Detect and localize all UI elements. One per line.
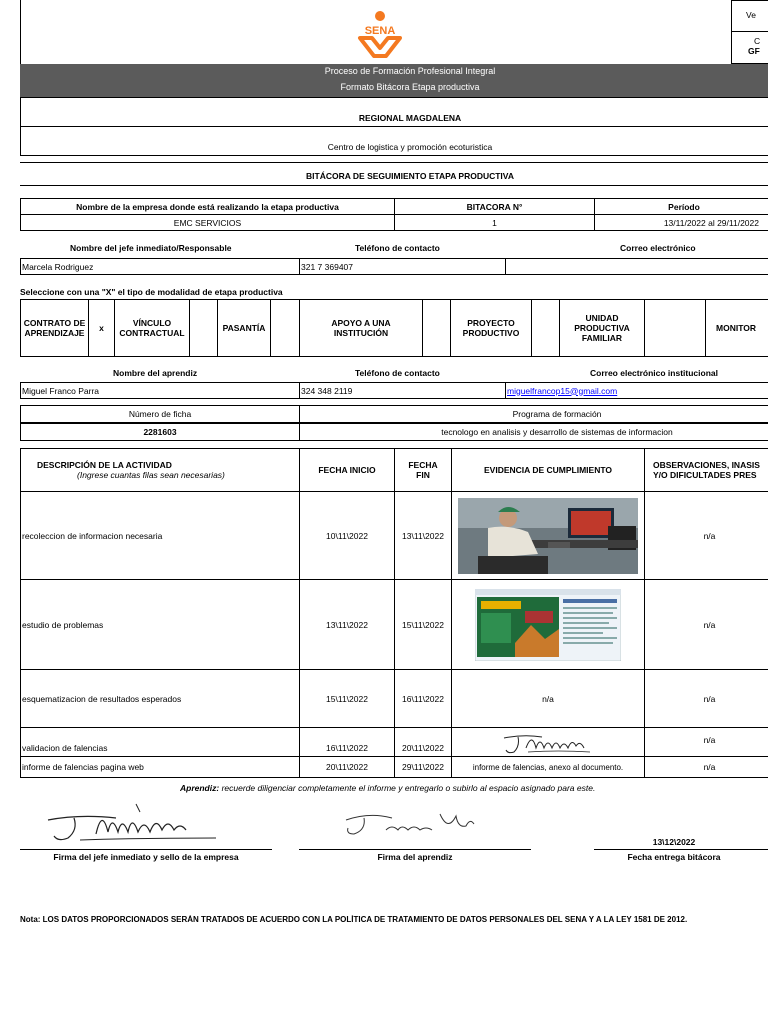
col-header-desc-title: DESCRIPCIÓN DE LA ACTIVIDAD: [37, 460, 172, 470]
table-row-2-inicio: 13\11\2022: [299, 579, 395, 670]
corner-gf-label: GF: [748, 46, 760, 56]
col-header-desc-sub: (Ingrese cuantas filas sean necesarias): [77, 470, 225, 480]
table-row-2-desc: estudio de problemas: [20, 579, 300, 670]
jefe-name-label: Nombre del jefe inmediato/Responsable: [70, 243, 232, 253]
table-row-4-desc: validacion de falencias: [20, 727, 300, 757]
programa-label: Programa de formación: [299, 405, 768, 423]
empresa-value: EMC SERVICIOS: [20, 214, 395, 231]
modalidad-monitor-label: MONITOR: [716, 323, 756, 333]
table-row-1-fin: 13\11\2022: [394, 491, 452, 580]
periodo-value: [594, 214, 768, 231]
jefe-email-label: Correo electrónico: [620, 243, 696, 253]
periodo-value-text: 13/11/2022 al 29/11/2022: [663, 217, 759, 228]
band-line-2: Formato Bitácora Etapa productiva: [340, 82, 480, 92]
bitacora-number-value: 1: [394, 214, 595, 231]
evidence-photo-workstation: [458, 498, 638, 574]
table-row-4-fin: 20\11\2022: [394, 727, 452, 757]
ficha-label: Número de ficha: [20, 405, 300, 423]
table-row-1-inicio: 10\11\2022: [299, 491, 395, 580]
modalidad-apoyo: APOYO A UNA INSTITUCIÓN: [299, 299, 423, 357]
modalidad-unidad-mark: [644, 299, 706, 357]
regional-label: REGIONAL MAGDALENA: [358, 113, 462, 123]
aprendiz-email-cell: [505, 382, 768, 399]
ficha-value: 2281603: [20, 423, 300, 441]
modalidad-proyecto: PROYECTO PRODUCTIVO: [450, 299, 532, 357]
modalidad-monitor: [705, 299, 768, 357]
table-row-4-inicio: 16\11\2022: [299, 727, 395, 757]
modalidad-contrato: CONTRATO DE APRENDIZAJE: [20, 299, 89, 357]
table-row-5-obs: n/a: [644, 756, 768, 778]
table-row-3-evidencia: n/a: [451, 669, 645, 728]
jefe-email-value: [505, 258, 768, 275]
table-row-4-evidencia: [451, 727, 645, 757]
fecha-entrega-label: Fecha entrega bitácora: [627, 852, 721, 862]
modalidad-pasantia-mark: [270, 299, 300, 357]
col-header-inicio: FECHA INICIO: [299, 448, 395, 492]
table-row-1-obs: n/a: [644, 491, 768, 580]
jefe-name-value: Marcela Rodriguez: [20, 258, 300, 275]
aprendiz-name-label: Nombre del aprendiz: [113, 368, 198, 378]
aprendiz-reminder-text: recuerde diligenciar completamente el informe y entregarlo o subirlo al espacio asignado para este.: [219, 783, 596, 793]
sig-jefe-label: Firma del jefe inmediato y sello de la empresa: [53, 852, 239, 862]
signature-jefe: [40, 800, 220, 851]
bitacora-number-label: BITACORA N°: [394, 198, 595, 215]
table-row-5-desc: informe de falencias pagina web: [20, 756, 300, 778]
col-header-obs: [644, 448, 768, 492]
fecha-entrega-value: 13\12\2022: [652, 837, 696, 847]
aprendiz-phone-value: 324 348 2119: [299, 382, 506, 399]
table-row-3-obs: n/a: [644, 669, 768, 728]
sena-logo-icon: [352, 10, 408, 58]
table-row-4-obs: n/a: [644, 727, 768, 757]
modalidad-instruction: Seleccione con una "X" el tipo de modalidad de etapa productiva: [20, 287, 283, 297]
table-row-2-evidencia: [451, 579, 645, 670]
table-row-5-evidencia: informe de falencias, anexo al documento.: [451, 756, 645, 778]
signature-jefe-image: [40, 800, 220, 846]
signature-aprendiz: [340, 808, 480, 845]
modalidad-vinculo: VÍNCULO CONTRACTUAL: [114, 299, 190, 357]
sig-aprendiz-label: Firma del aprendiz: [377, 852, 453, 862]
corner-version-label: Ve: [746, 10, 756, 20]
empresa-label: Nombre de la empresa donde está realizando la etapa productiva: [20, 198, 395, 215]
evidence-screenshot-website: [475, 589, 621, 661]
col-header-fin-2: FIN: [416, 470, 430, 480]
table-row-5-inicio: 20\11\2022: [299, 756, 395, 778]
col-header-fin-1: FECHA: [408, 460, 438, 470]
table-row-2-obs: n/a: [644, 579, 768, 670]
col-header-evidencia: EVIDENCIA DE CUMPLIMIENTO: [451, 448, 645, 492]
signature-aprendiz-image: [340, 808, 480, 840]
modalidad-proyecto-mark: [531, 299, 560, 357]
aprendiz-email-label: Correo electrónico institucional: [590, 368, 718, 378]
table-row-3-desc: esquematizacion de resultados esperados: [20, 669, 300, 728]
aprendiz-email-link[interactable]: miguelfrancop15@gmail.com: [507, 385, 618, 396]
jefe-phone-label: Teléfono de contacto: [355, 243, 440, 253]
table-row-5-fin: 29\11\2022: [394, 756, 452, 778]
table-row-3-inicio: 15\11\2022: [299, 669, 395, 728]
corner-code-label: C: [754, 36, 761, 46]
svg-text:SENA: SENA: [364, 25, 396, 37]
programa-value: tecnologo en analisis y desarrollo de sistemas de informacion: [299, 423, 768, 441]
nota-legal: Nota: LOS DATOS PROPORCIONADOS SERÁN TRATADOS DE ACUERDO CON LA POLÍTICA DE TRATAMIENTO DE DATOS PERSONALES DEL SENA Y A LA LEY 1581 DE 2012.: [20, 915, 688, 924]
col-header-obs-1: OBSERVACIONES, INASIS: [653, 460, 760, 470]
centro-label: Centro de logistica y promoción ecoturistica: [327, 142, 493, 152]
aprendiz-reminder: [180, 783, 595, 793]
modalidad-pasantia: PASANTÍA: [217, 299, 271, 357]
aprendiz-reminder-bold: Aprendiz:: [180, 783, 220, 793]
table-row-1-evidencia: [451, 491, 645, 580]
modalidad-contrato-mark: x: [88, 299, 115, 357]
periodo-label: Período: [594, 198, 768, 215]
col-header-fin: [394, 448, 452, 492]
modalidad-apoyo-mark: [422, 299, 451, 357]
col-header-obs-2: Y/O DIFICULTADES PRES: [653, 470, 757, 480]
modalidad-vinculo-mark: [189, 299, 218, 357]
col-header-desc: [20, 448, 300, 492]
table-row-1-desc: recoleccion de informacion necesaria: [20, 491, 300, 580]
bitacora-title: BITÁCORA DE SEGUIMIENTO ETAPA PRODUCTIVA: [306, 171, 514, 181]
aprendiz-phone-label: Teléfono de contacto: [355, 368, 440, 378]
signature-jefe-small: [498, 728, 598, 756]
sena-logo: [352, 10, 408, 58]
aprendiz-name-value: Miguel Franco Parra: [20, 382, 300, 399]
modalidad-unidad: UNIDAD PRODUCTIVA FAMILIAR: [559, 299, 645, 357]
table-row-2-fin: 15\11\2022: [394, 579, 452, 670]
jefe-phone-value: 321 7 369407: [299, 258, 506, 275]
band-line-1: Proceso de Formación Profesional Integral: [324, 66, 496, 76]
table-row-3-fin: 16\11\2022: [394, 669, 452, 728]
